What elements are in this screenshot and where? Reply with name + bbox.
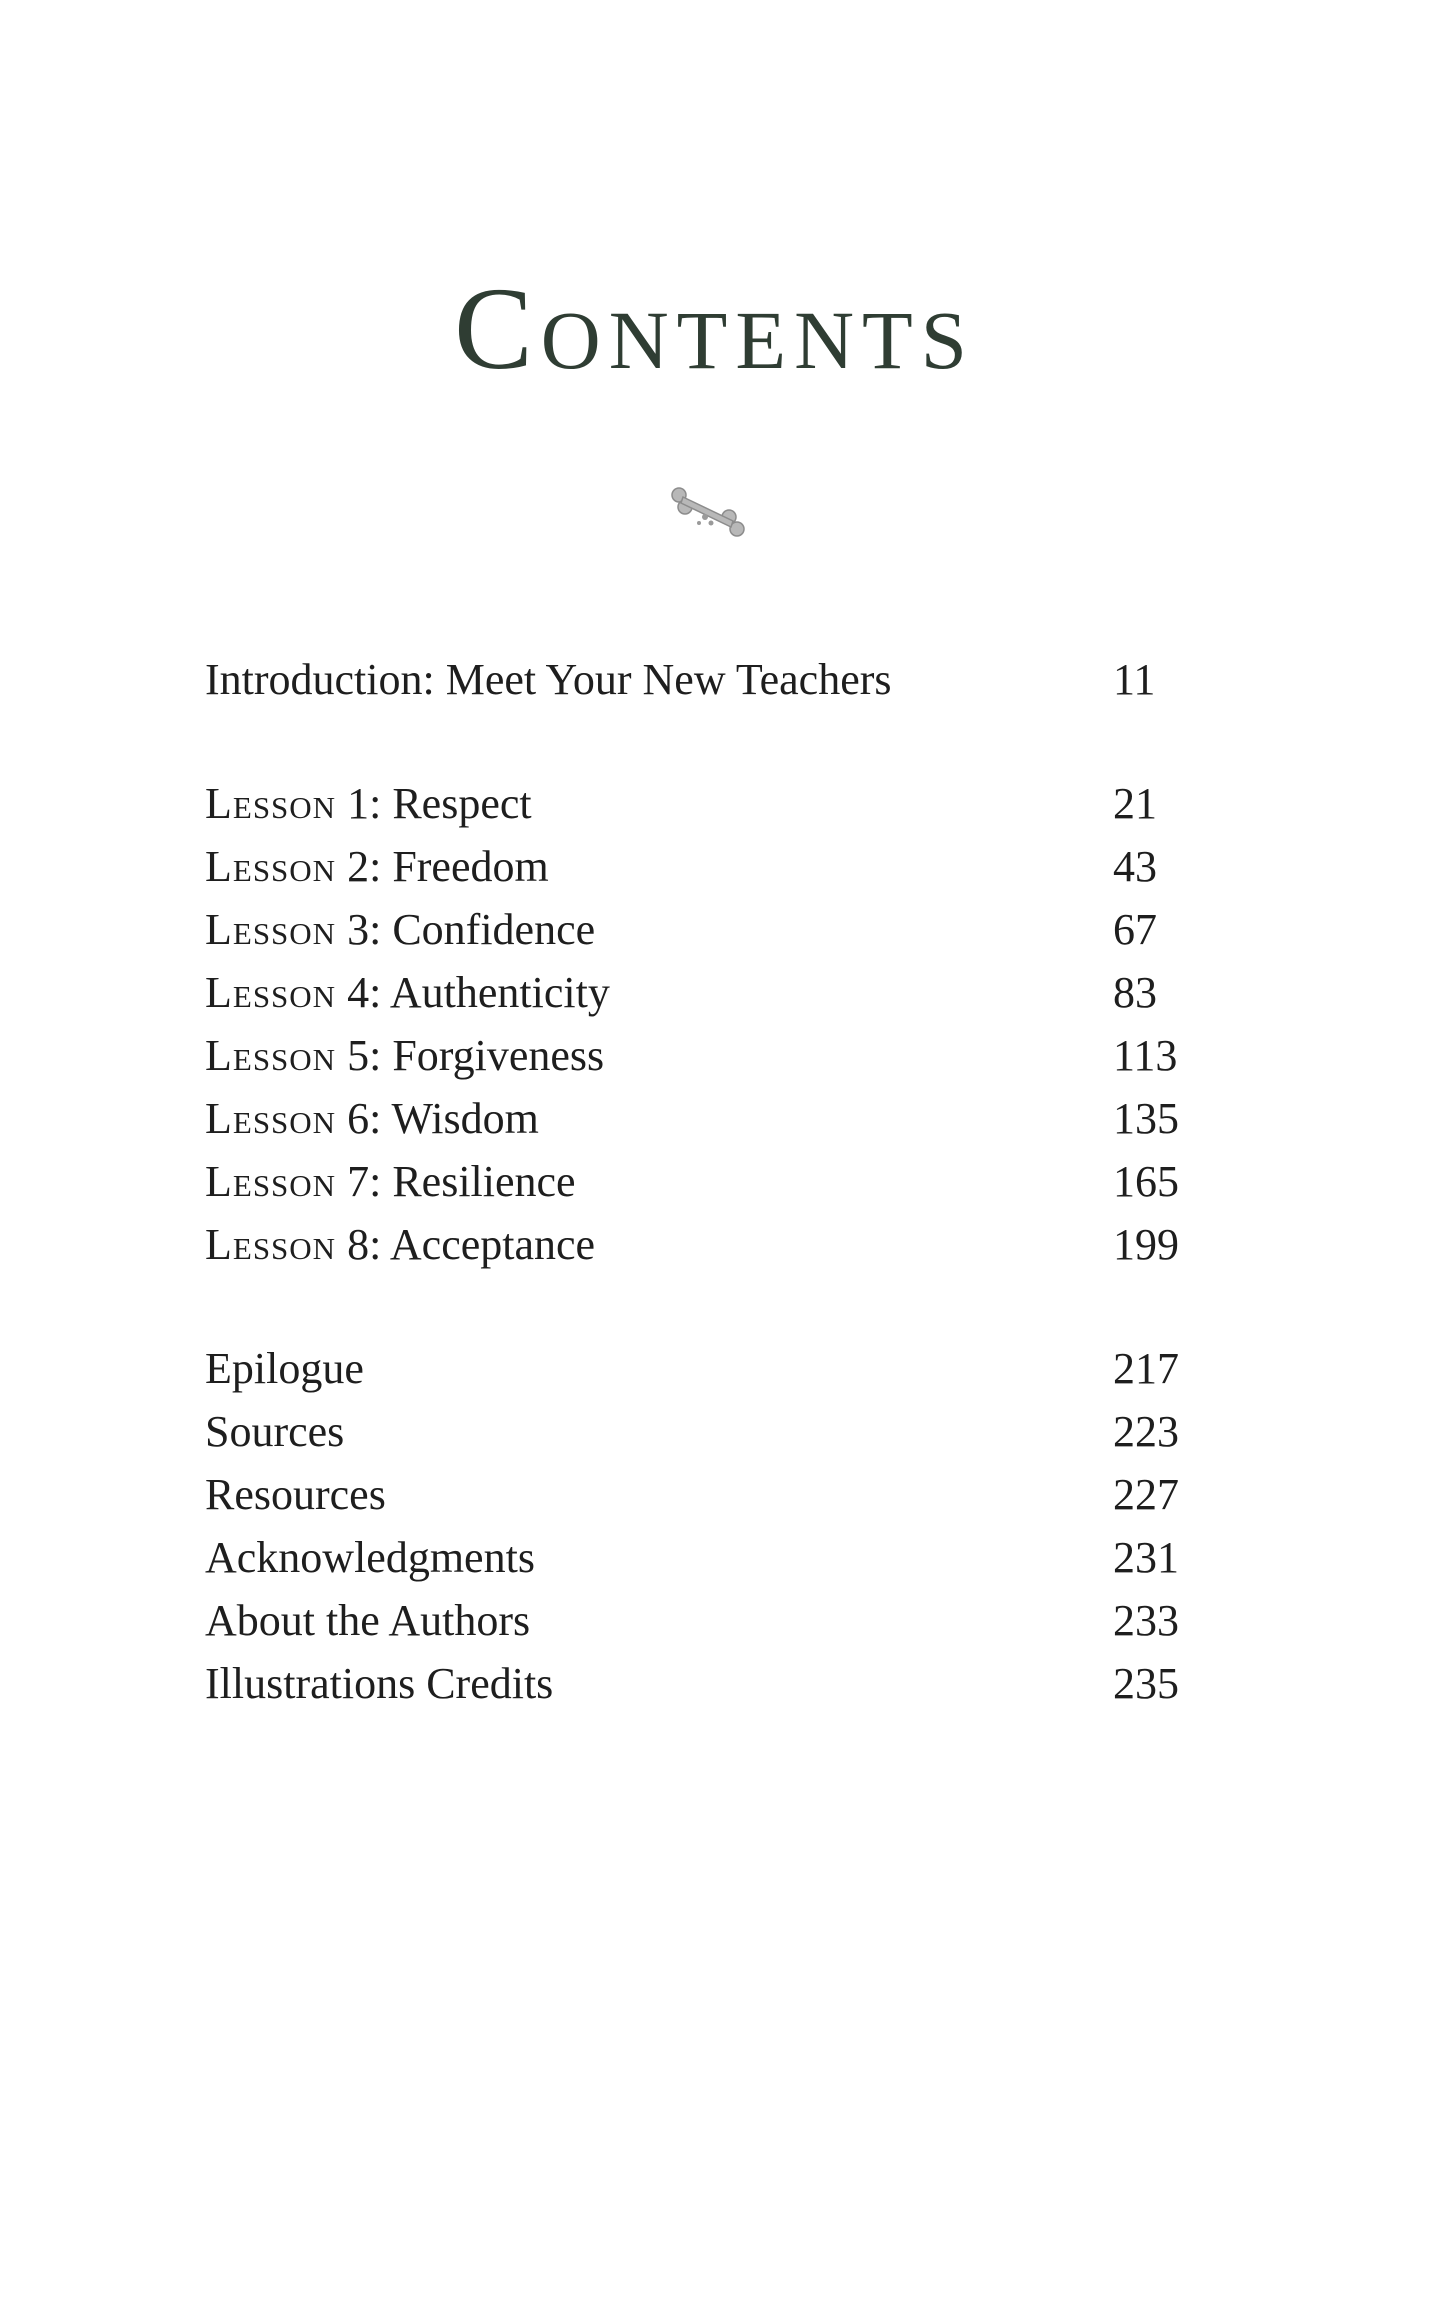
toc-row-lesson-3[interactable]	[205, 898, 1205, 961]
lesson-prefix: Lesson	[205, 968, 337, 1017]
toc-entry-label: About the Authors	[205, 1596, 531, 1645]
dog-bone-icon	[665, 483, 755, 543]
toc-page-number: 217	[1113, 1344, 1179, 1393]
lesson-number: 5:	[347, 1031, 382, 1080]
toc-back-matter	[205, 1337, 1205, 1715]
toc-entry-label: Sources	[205, 1407, 345, 1456]
toc-row-illustrations-credits[interactable]	[205, 1652, 1205, 1715]
lesson-title: Freedom	[392, 842, 549, 891]
toc-entry-label: Epilogue	[205, 1344, 364, 1393]
toc-page-number: 113	[1113, 1031, 1178, 1080]
lesson-title: Respect	[392, 779, 532, 828]
lesson-prefix: Lesson	[205, 779, 337, 828]
toc-entry-label	[205, 1024, 604, 1087]
toc-entry-label	[205, 772, 532, 835]
toc-entry-label: Illustrations Credits	[205, 1659, 554, 1708]
toc-page-number: 227	[1113, 1470, 1179, 1519]
lesson-number: 1:	[347, 779, 382, 828]
lesson-title: Wisdom	[391, 1094, 539, 1143]
lesson-prefix: Lesson	[205, 1094, 337, 1143]
toc-page-number: 67	[1113, 905, 1157, 954]
toc-row-lesson-5[interactable]	[205, 1024, 1205, 1087]
lesson-prefix: Lesson	[205, 842, 337, 891]
lesson-title: Forgiveness	[392, 1031, 605, 1080]
lesson-title: Confidence	[392, 905, 596, 954]
toc-row-acknowledgments[interactable]	[205, 1526, 1205, 1589]
toc-entry-label: Resources	[205, 1470, 386, 1519]
toc-entry-label	[205, 1213, 595, 1276]
toc-page-number: 233	[1113, 1596, 1179, 1645]
toc-row-lesson-7[interactable]	[205, 1150, 1205, 1213]
toc-page-number: 135	[1113, 1094, 1179, 1143]
toc-entry-label: Introduction: Meet Your New Teachers	[205, 655, 892, 704]
lesson-number: 8:	[347, 1220, 382, 1269]
toc-entry-label	[205, 1087, 539, 1150]
toc-entry-label	[205, 835, 549, 898]
lesson-number: 7:	[347, 1157, 382, 1206]
toc-row-lesson-4[interactable]	[205, 961, 1205, 1024]
toc-page-number: 21	[1113, 779, 1157, 828]
lesson-prefix: Lesson	[205, 1031, 337, 1080]
lesson-prefix: Lesson	[205, 1220, 337, 1269]
toc-page-number: 231	[1113, 1533, 1179, 1582]
lesson-number: 3:	[347, 905, 382, 954]
page-title: Contents	[454, 263, 975, 394]
toc-row-about-the-authors[interactable]	[205, 1589, 1205, 1652]
lesson-title: Acceptance	[389, 1220, 596, 1269]
lesson-prefix: Lesson	[205, 905, 337, 954]
toc-page-number: 43	[1113, 842, 1157, 891]
toc-page-number: 235	[1113, 1659, 1179, 1708]
lesson-number: 2:	[347, 842, 382, 891]
toc-page-number: 11	[1113, 655, 1156, 704]
lesson-title: Resilience	[392, 1157, 576, 1206]
toc-introduction	[205, 648, 1205, 711]
toc-entry-label	[205, 898, 595, 961]
toc-page-number: 165	[1113, 1157, 1179, 1206]
toc-row-lesson-8[interactable]	[205, 1213, 1205, 1276]
toc-row-sources[interactable]	[205, 1400, 1205, 1463]
toc-page-number: 83	[1113, 968, 1157, 1017]
lesson-number: 4:	[347, 968, 382, 1017]
toc-row[interactable]	[205, 648, 1205, 711]
toc-row-epilogue[interactable]	[205, 1337, 1205, 1400]
toc-entry-label: Acknowledgments	[205, 1533, 535, 1582]
toc-row-lesson-6[interactable]	[205, 1087, 1205, 1150]
toc-page-number: 223	[1113, 1407, 1179, 1456]
toc-lessons	[205, 772, 1205, 1276]
lesson-prefix: Lesson	[205, 1157, 337, 1206]
toc-entry-label	[205, 961, 610, 1024]
toc-row-lesson-1[interactable]	[205, 772, 1205, 835]
toc-row-resources[interactable]	[205, 1463, 1205, 1526]
lesson-number: 6:	[347, 1094, 382, 1143]
toc-page-number: 199	[1113, 1220, 1179, 1269]
toc-row-lesson-2[interactable]	[205, 835, 1205, 898]
toc-entry-label	[205, 1150, 576, 1213]
lesson-title: Authenticity	[389, 968, 610, 1017]
